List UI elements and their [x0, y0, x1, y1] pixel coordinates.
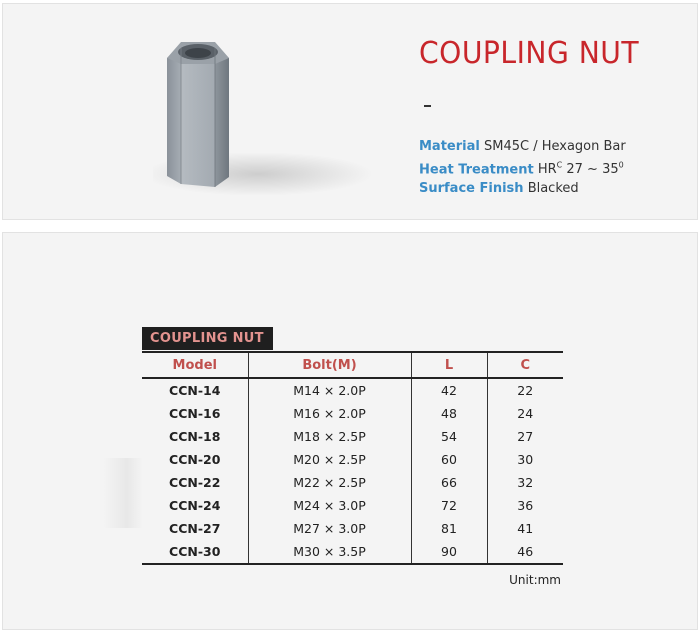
table-row	[142, 471, 563, 494]
col-header-l: L	[411, 352, 487, 378]
cell-c: 36	[487, 494, 563, 517]
spec-material	[419, 137, 626, 156]
cell-bolt: M14 × 2.0P	[248, 378, 411, 402]
table-row	[142, 425, 563, 448]
title-dash	[424, 105, 431, 107]
cell-l: 72	[411, 494, 487, 517]
table-row	[142, 494, 563, 517]
cell-c: 27	[487, 425, 563, 448]
spec-value-sup: 0	[618, 161, 624, 170]
cell-model: CCN-14	[169, 383, 221, 398]
spec-surface-finish	[419, 179, 626, 198]
cell-l: 60	[411, 448, 487, 471]
cell-model: CCN-24	[169, 498, 221, 513]
table-row	[142, 378, 563, 402]
cell-bolt: M30 × 3.5P	[248, 540, 411, 564]
cell-bolt: M22 × 2.5P	[248, 471, 411, 494]
cell-model: CCN-20	[169, 452, 221, 467]
cell-l: 48	[411, 402, 487, 425]
spec-label: Surface Finish	[419, 181, 524, 197]
unit-label: Unit:mm	[509, 573, 561, 587]
cell-bolt: M18 × 2.5P	[248, 425, 411, 448]
col-header-model: Model	[142, 352, 248, 378]
cell-model: CCN-22	[169, 475, 221, 490]
spec-value: Blacked	[527, 181, 579, 197]
col-header-c: C	[487, 352, 563, 378]
cell-model: CCN-27	[169, 521, 221, 536]
cell-l: 90	[411, 540, 487, 564]
cell-l: 42	[411, 378, 487, 402]
cell-model: CCN-18	[169, 429, 221, 444]
table-header-row	[142, 352, 563, 378]
cell-c: 46	[487, 540, 563, 564]
product-info-panel	[2, 3, 698, 220]
cell-model: CCN-30	[142, 540, 248, 564]
spec-value-prefix: HR	[537, 162, 557, 178]
cell-c: 32	[487, 471, 563, 494]
cell-c: 30	[487, 448, 563, 471]
spec-list	[419, 137, 626, 198]
cell-c: 22	[487, 378, 563, 402]
spec-value: SM45C / Hexagon Bar	[483, 139, 626, 154]
table-row	[142, 448, 563, 471]
spec-value	[538, 162, 624, 177]
table-row	[142, 540, 563, 564]
cell-c: 41	[487, 517, 563, 540]
cell-bolt: M27 × 3.0P	[248, 517, 411, 540]
product-title: COUPLING NUT	[419, 36, 640, 71]
table-row	[142, 402, 563, 425]
cell-model: CCN-16	[169, 406, 221, 421]
coupling-nut-image	[153, 34, 393, 199]
spec-value-range: 27 ~ 35	[562, 162, 619, 178]
cell-bolt: M16 × 2.0P	[248, 402, 411, 425]
spec-heat-treatment	[419, 156, 626, 179]
cell-l: 81	[411, 517, 487, 540]
cell-bolt: M24 × 3.0P	[248, 494, 411, 517]
dimension-table	[142, 351, 563, 565]
cell-l: 66	[411, 471, 487, 494]
table-title-tag: COUPLING NUT	[142, 327, 273, 350]
dimension-table-panel	[2, 232, 698, 630]
spec-label: Heat Treatment	[419, 162, 534, 178]
cell-bolt: M20 × 2.5P	[248, 448, 411, 471]
cell-c: 24	[487, 402, 563, 425]
col-header-bolt: Bolt(M)	[248, 352, 411, 378]
table-row	[142, 517, 563, 540]
decorative-shade	[103, 458, 143, 528]
spec-value-sup: C	[556, 161, 563, 170]
cell-l: 54	[411, 425, 487, 448]
spec-label: Material	[419, 139, 480, 154]
